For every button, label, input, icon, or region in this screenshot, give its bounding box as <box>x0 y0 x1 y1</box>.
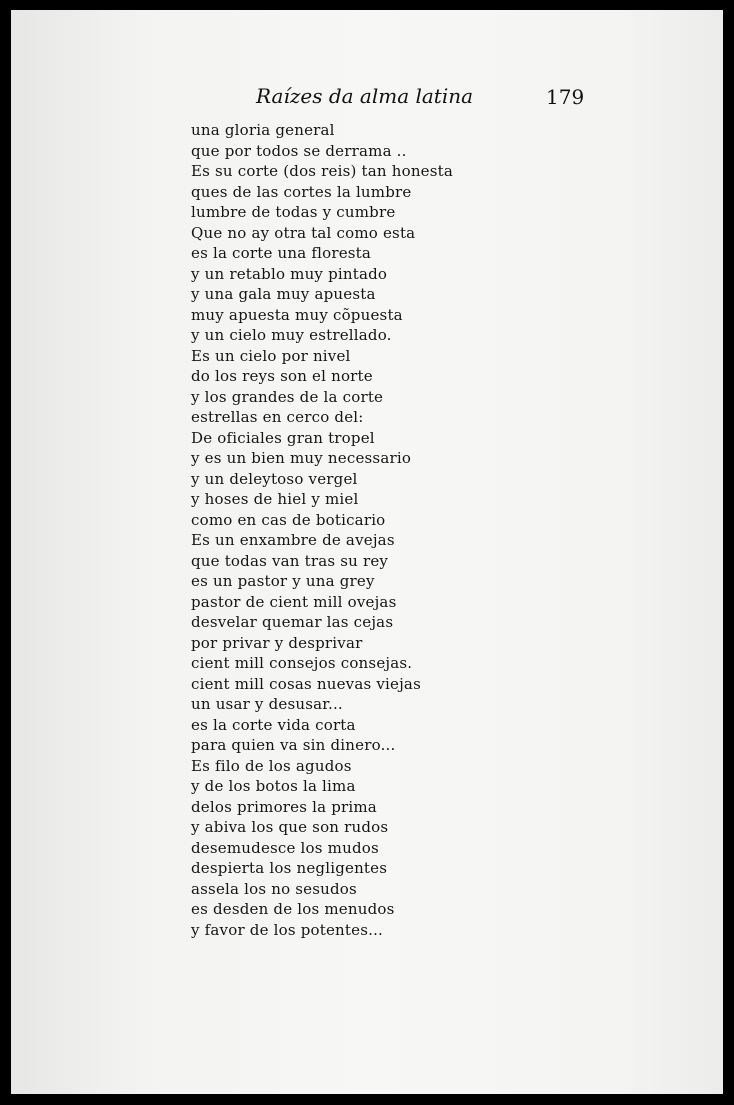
poem-line: que por todos se derrama .. <box>191 141 407 160</box>
poem-line: Que no ay otra tal como esta <box>191 223 416 242</box>
poem-line: delos primores la prima <box>191 797 377 816</box>
poem-line: lumbre de todas y cumbre <box>191 203 396 221</box>
poem-line: cient mill consejos consejas. <box>191 654 413 672</box>
poem-line: desemudesce los mudos <box>191 838 379 857</box>
poem-line: Es filo de los agudos <box>191 756 352 775</box>
book-page <box>11 10 723 1094</box>
poem-line: es un pastor y una grey <box>191 572 375 590</box>
poem-line: por privar y desprivar <box>191 633 363 652</box>
poem-line: es la corte vida corta <box>191 715 356 734</box>
poem-line: do los reys son el norte <box>191 367 373 385</box>
poem-line: De oficiales gran tropel <box>191 428 375 447</box>
poem-line: cient mill cosas nuevas viejas <box>191 674 421 693</box>
poem-line: y los grandes de la corte <box>191 387 384 406</box>
poem-line: Es un enxambre de avejas <box>191 531 395 549</box>
poem-line: como en cas de boticario <box>191 510 386 529</box>
poem-line: que todas van tras su rey <box>191 551 389 570</box>
poem-line: ques de las cortes la lumbre <box>191 182 412 201</box>
poem-line: y una gala muy apuesta <box>191 285 376 303</box>
poem-line: y un cielo muy estrellado. <box>191 326 392 344</box>
poem-line: y abiva los que son rudos <box>191 818 389 836</box>
poem-line: un usar y desusar... <box>191 695 343 713</box>
page-number: 179 <box>546 85 585 109</box>
poem-line: y favor de los potentes... <box>191 920 384 939</box>
poem-line: para quien va sin dinero... <box>191 736 396 754</box>
poem-line: pastor de cient mill ovejas <box>191 592 397 611</box>
page-header <box>11 78 723 112</box>
running-title: Raízes da alma latina <box>256 84 474 108</box>
poem-line: estrellas en cerco del: <box>191 408 364 426</box>
poem-line: muy apuesta muy cõpuesta <box>191 305 403 324</box>
poem-line: y un deleytoso vergel <box>191 469 358 488</box>
poem-line: Es su corte (dos reis) tan honesta <box>191 162 454 180</box>
poem-line: y de los botos la lima <box>191 777 356 795</box>
poem-text <box>191 120 453 940</box>
poem-line: es desden de los menudos <box>191 900 395 918</box>
poem-line: assela los no sesudos <box>191 879 357 898</box>
poem-line: y hoses de hiel y miel <box>191 490 359 508</box>
poem-line: y un retablo muy pintado <box>191 264 388 283</box>
poem-line: es la corte una floresta <box>191 244 372 262</box>
poem-line: despierta los negligentes <box>191 859 388 877</box>
poem-line: una gloria general <box>191 121 335 139</box>
poem-line: y es un bien muy necessario <box>191 449 412 467</box>
poem-line: desvelar quemar las cejas <box>191 613 394 631</box>
poem-line: Es un cielo por nivel <box>191 346 351 365</box>
